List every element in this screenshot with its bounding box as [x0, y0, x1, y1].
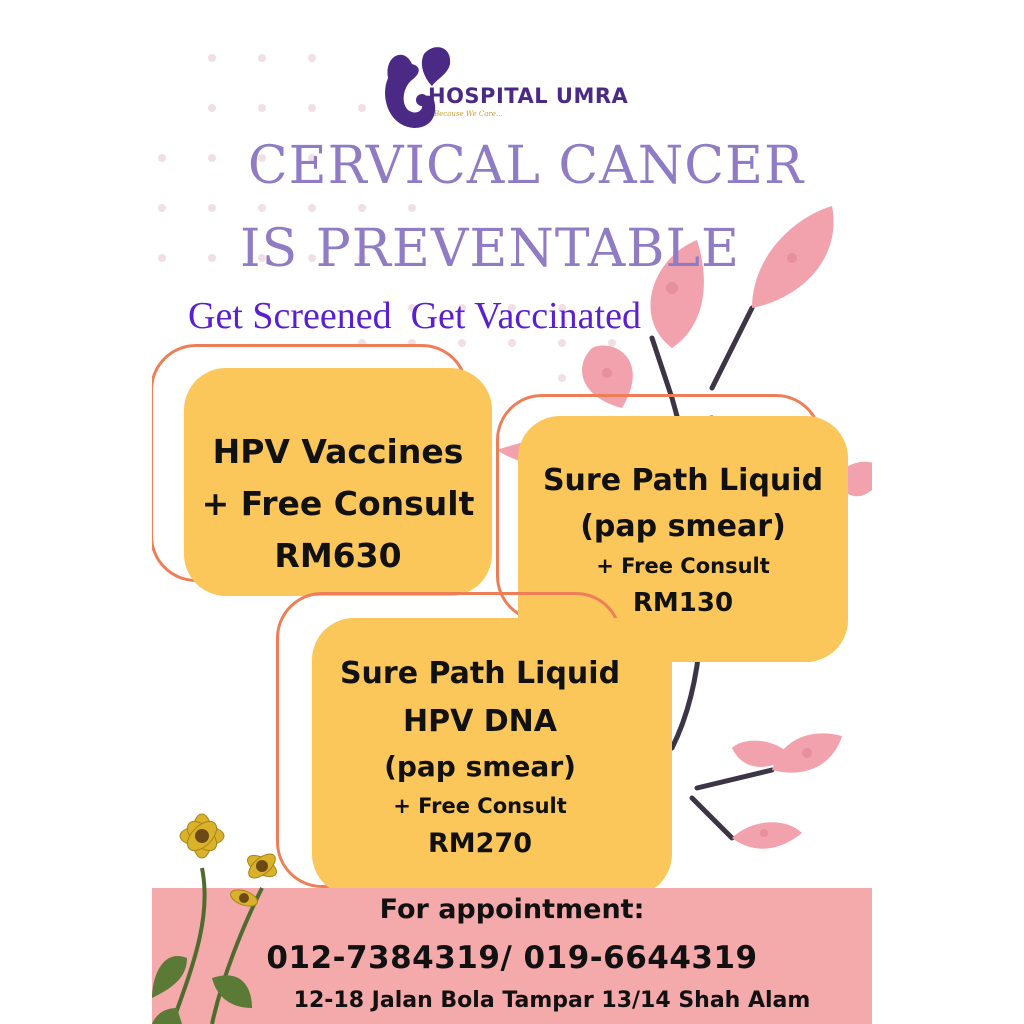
card-pap-smear-title: Sure Path Liquid — [542, 463, 824, 498]
appointment-phones: 012-7384319/ 019-6644319 — [266, 940, 758, 976]
hospital-name: HOSPITAL UMRA — [428, 84, 629, 108]
clinic-address: 12-18 Jalan Bola Tampar 13/14 Shah Alam — [293, 988, 811, 1013]
card-hpv-dna-title-2: HPV DNA — [403, 704, 557, 739]
appointment-label: For appointment: — [379, 894, 645, 925]
card-hpv-dna-consult: + Free Consult — [393, 794, 567, 818]
card-hpv-vaccines-price: RM630 — [274, 536, 402, 575]
card-pap-smear-subtitle: (pap smear) — [580, 509, 786, 544]
card-pap-smear-consult: + Free Consult — [596, 554, 770, 578]
card-hpv-vaccines-text — [184, 426, 492, 582]
hospital-tagline: Because We Care... — [434, 110, 503, 118]
card-hpv-dna-subtitle: (pap smear) — [384, 750, 576, 783]
card-hpv-dna-text — [302, 650, 658, 864]
card-hpv-vaccines-title: HPV Vaccines — [212, 432, 464, 471]
card-hpv-dna-price: RM270 — [427, 828, 533, 859]
headline-line-1: CERVICAL CANCER — [247, 136, 805, 196]
poster — [152, 18, 872, 1024]
card-hpv-vaccines-consult: + Free Consult — [201, 484, 475, 523]
yellow-flower-decoration — [152, 808, 332, 1024]
card-hpv-dna-title: Sure Path Liquid — [339, 656, 621, 691]
headline-line-2: IS PREVENTABLE — [240, 219, 740, 279]
subtitle: Get Screened Get Vaccinated — [188, 295, 641, 337]
card-pap-smear-price: RM130 — [632, 588, 734, 618]
